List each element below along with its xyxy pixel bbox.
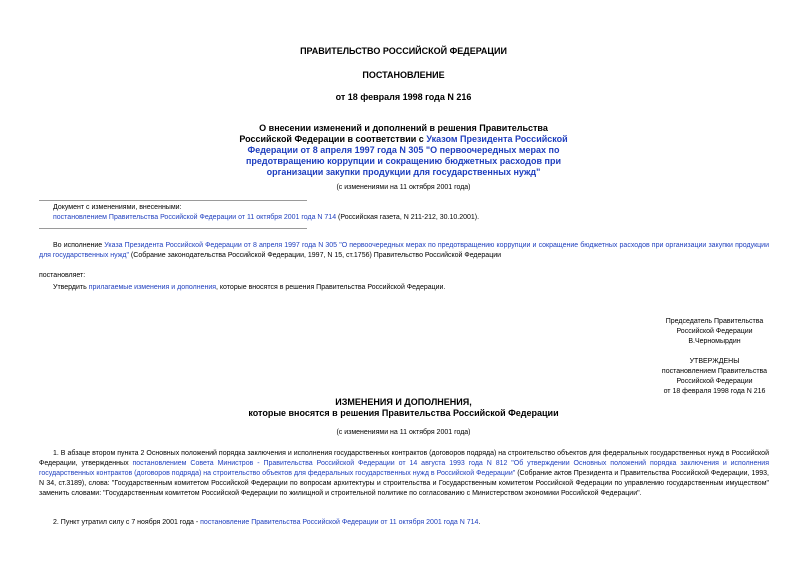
preamble-paragraph: [39, 241, 769, 261]
item-2-intro: 2. Пункт утратил силу с 7 ноября 2001 года -: [53, 519, 201, 526]
item-1-text: (Собрание актов Президента и Правительства Российской Федерации, 1993, N 34, ст.3189), слова: "Государственным комитетом Российской Федерации по вопросам архитектуры и строительства и Государственным комитетом Российской Федерации по управлению государственным имуществом" заменить словами: "Государственным комитетом Российской Федерации по жилищной и строительной политике по согласованию с Министерством экономики Российской Федерации".: [39, 470, 769, 497]
publication-source: (Российская газета, N 211-212, 30.10.2001).: [336, 214, 480, 221]
resolution-714-link[interactable]: постановление Правительства Российской Федерации от 11 октября 2001 года N 714: [200, 519, 479, 526]
approve-text: , которые вносятся в решения Правительства Российской Федерации.: [216, 284, 446, 291]
title-line-2: [0, 134, 807, 144]
approved-heading: УТВЕРЖДЕНЫ: [689, 358, 740, 365]
decree-link[interactable]: Указа Президента Российской Федерации от 8 апреля 1997 года N 305 "О первоочередных мерах по предотвращению коррупции и сокращение бюджетных расходов при организации закупки продукции для государственных нужд": [39, 242, 769, 259]
divider: [39, 200, 307, 201]
government-heading: ПРАВИТЕЛЬСТВО РОССИЙСКОЙ ФЕДЕРАЦИИ: [300, 46, 507, 56]
title-line-1: О внесении изменений и дополнений в решения Правительства: [259, 123, 548, 133]
amendment-note: (с изменениями на 11 октября 2001 года): [336, 184, 471, 191]
signature-org: Российской Федерации: [676, 328, 753, 335]
approve-intro: Утвердить: [53, 284, 89, 291]
approve-paragraph: [53, 283, 445, 293]
title-link-line-4[interactable]: предотвращению коррупции и сокращению бюджетных расходов при: [245, 156, 561, 166]
signature-name: В.Черномырдин: [688, 338, 741, 345]
resolution-812-link[interactable]: постановлением Совета Министров - Правительства Российской Федерации от 14 августа 1993 года N 812 "Об утверждении Основных положений порядка заключения и исполнения государственных контрактов (договоров подряда) на строительство объектов для федеральных государственных нужд в Российской Федерации": [39, 460, 769, 477]
changes-title: ИЗМЕНЕНИЯ И ДОПОЛНЕНИЯ,: [335, 397, 472, 407]
amendments-source: [53, 213, 479, 223]
title-link-line-3[interactable]: Федерации от 8 апреля 1997 года N 305 "О первоочередных мерах по: [247, 145, 560, 155]
amending-resolution-link[interactable]: постановлением Правительства Российской Федерации от 11 октября 2001 года N 714: [53, 214, 337, 221]
approved-by: постановлением Правительства: [661, 368, 768, 375]
approved-date: от 18 февраля 1998 года N 216: [663, 388, 766, 395]
amendment-note: (с изменениями на 11 октября 2001 года): [336, 429, 471, 436]
divider: [39, 228, 307, 229]
signature-title: Председатель Правительства: [665, 318, 764, 325]
item-1-paragraph: [39, 449, 769, 499]
document-date-number: от 18 февраля 1998 года N 216: [335, 92, 472, 102]
preamble-source: (Собрание законодательства Российской Федерации, 1997, N 15, ст.1756) Правительство Российской Федерации: [128, 252, 502, 259]
preamble-intro: Во исполнение: [53, 242, 105, 249]
amendments-label: Документ с изменениями, внесенными:: [53, 204, 182, 211]
title-link-line-5[interactable]: организации закупки продукции для государственных нужд": [266, 167, 541, 177]
changes-subtitle: которые вносятся в решения Правительства Российской Федерации: [248, 408, 559, 418]
approved-org: Российской Федерации: [676, 378, 753, 385]
document-type: ПОСТАНОВЛЕНИЕ: [362, 70, 445, 80]
decides-label: постановляет:: [39, 272, 86, 279]
attached-changes-link[interactable]: прилагаемые изменения и дополнения: [88, 284, 217, 291]
title-line-2-text: Российской Федерации в соответствии с: [239, 134, 427, 144]
item-2-end: .: [478, 519, 481, 526]
item-1-intro: 1. В абзаце втором пункта 2 Основных положений порядка заключения и исполнения государственных контрактов (договоров подряда) на строительство объектов для федеральных государственных нужд в Российской Федерации, утвержденных: [39, 450, 769, 467]
presidential-decree-link[interactable]: Указом Президента Российской: [426, 134, 568, 144]
item-2-paragraph: [53, 518, 480, 528]
